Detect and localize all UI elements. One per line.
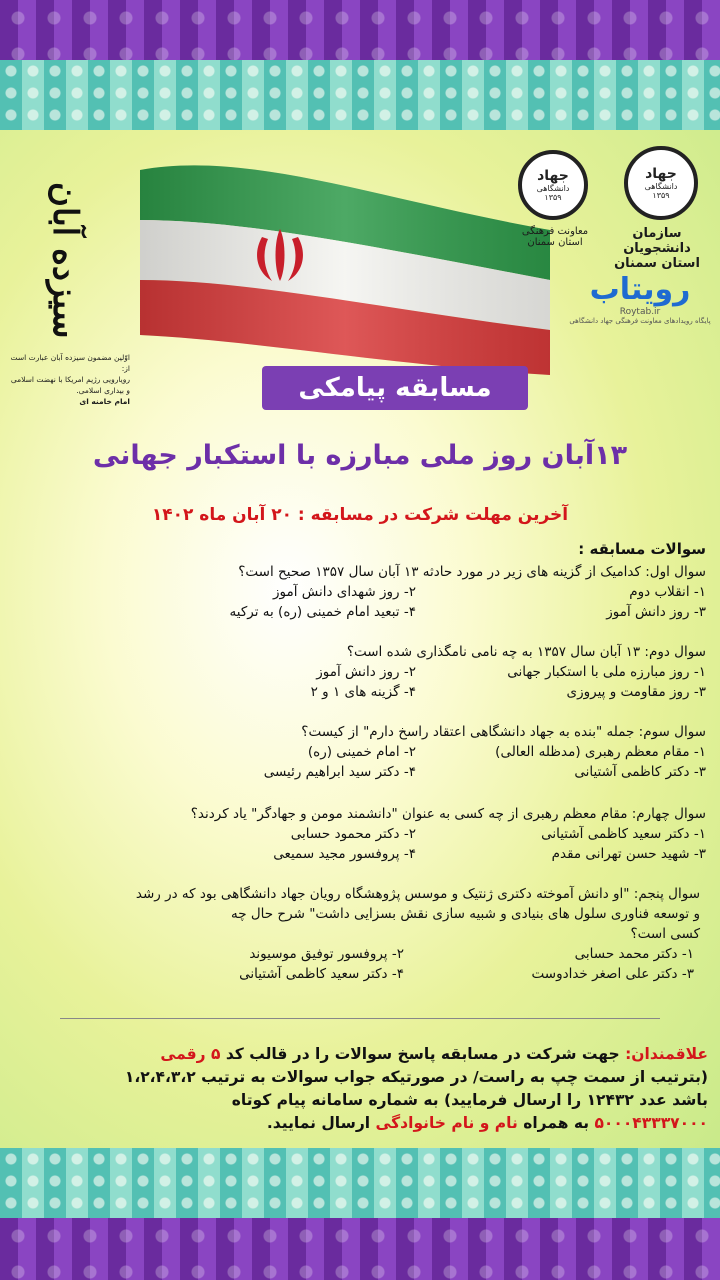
option: ۴- گزینه های ۱ و ۲ — [310, 684, 416, 700]
option: ۱- دکتر محمد حسابی — [574, 946, 694, 962]
aban-calligraphy: سیزده آبان — [45, 181, 85, 339]
option: ۴- دکتر سعید کاظمی آشتیانی — [239, 966, 404, 982]
question-5 — [10, 884, 700, 984]
option: ۳- دکتر علی اصغر خدادوست — [531, 966, 694, 982]
option: ۳- روز دانش آموز — [606, 604, 706, 620]
option: ۲- پروفسور توفیق موسیوند — [249, 946, 404, 962]
option: ۱- انقلاب دوم — [629, 584, 706, 600]
option: ۲- روز شهدای دانش آموز — [272, 584, 416, 600]
divider — [60, 1018, 660, 1019]
question-text: سوال سوم: جمله "بنده به جهاد دانشگاهی اعتقاد راسخ دارم" از کیست؟ — [301, 724, 706, 740]
top-teal-pattern — [0, 60, 720, 130]
option: ۴- پروفسور مجید سمیعی — [273, 846, 416, 862]
question-text: کسی است؟ — [630, 926, 700, 942]
question-text: و توسعه فناوری سلول های بنیادی و شبیه سازی نقش بسزایی داشت" شرح حال چه — [231, 906, 700, 922]
question-4 — [126, 804, 706, 864]
page-title: مسابقه پیامکی — [262, 366, 528, 410]
seal-2-caption: سازمان دانشجویان استان سمنان — [614, 226, 700, 271]
question-3 — [126, 722, 706, 782]
option: ۱- روز مبارزه ملی با استکبار جهانی — [507, 664, 706, 680]
question-text: سوال چهارم: مقام معظم رهبری از چه کسی به عنوان "دانشمند مومن و جهادگر" یاد کردند؟ — [190, 806, 706, 822]
aban-quote: اوّلین مضمون سیزده آبان عبارت است از: رویارویی رژیم امریکا با نهضت اسلامی و بیداری اسلامی. امام خامنه ای — [10, 353, 130, 406]
sms-number: ۵۰۰۰۴۳۳۳۷۰۰۰ — [594, 1114, 708, 1132]
option: ۲- امام خمینی (ره) — [307, 744, 416, 760]
option: ۱- مقام معظم رهبری (مدظله العالی) — [495, 744, 706, 760]
question-text: سوال اول: کدامیک از گزینه های زیر در مورد حادثه ۱۳ آبان سال ۱۳۵۷ صحیح است؟ — [238, 564, 706, 580]
subtitle: ۱۳آبان روز ملی مبارزه با استکبار جهانی — [92, 440, 628, 471]
question-text: سوال دوم: ۱۳ آبان سال ۱۳۵۷ به چه نامی نامگذاری شده است؟ — [346, 644, 706, 660]
jahad-daneshgahi-seal-2: جهاد دانشگاهی ۱۳۵۹ — [624, 146, 698, 220]
option: ۴- تبعید امام خمینی (ره) به ترکیه — [229, 604, 416, 620]
option: ۱- دکتر سعید کاظمی آشتیانی — [541, 826, 706, 842]
questions-header: سوالات مسابقه : — [578, 540, 706, 558]
option: ۳- شهید حسن تهرانی مقدم — [551, 846, 706, 862]
jahad-daneshgahi-seal-1: جهاد دانشگاهی ۱۳۵۹ — [518, 150, 588, 220]
deadline-text: آخرین مهلت شرکت در مسابقه : ۲۰ آبان ماه ۱۴۰۲ — [151, 505, 569, 525]
bottom-teal-pattern — [0, 1148, 720, 1218]
question-1 — [126, 562, 706, 622]
question-2 — [126, 642, 706, 702]
option: ۳- دکتر کاظمی آشتیانی — [574, 764, 706, 780]
option: ۴- دکتر سید ابراهیم رئیسی — [263, 764, 416, 780]
participation-instructions: علاقمندان: جهت شرکت در مسابقه پاسخ سوالات را در قالب کد ۵ رقمی (بترتیب از سمت چپ به راست/ در صورتیکه جواب سوالات به ترتیب ۱،۲،۴،۳،۲ باشد عدد ۱۲۴۳۲ را ارسال فرمایید) به شماره سامانه پیام کوتاه ۵۰۰۰۴۳۳۳۷۰۰۰ به همراه نام و نام خانوادگی ارسال نمایید. — [124, 1045, 708, 1132]
option: ۲- روز دانش آموز — [316, 664, 416, 680]
bottom-purple-pattern — [0, 1218, 720, 1280]
roytab-logo: رویتاب Roytab.ir پایگاه رویدادهای معاونت فرهنگی جهاد دانشگاهی — [569, 272, 711, 325]
seal-1-caption: معاونت فرهنگی استان سمنان — [521, 226, 589, 248]
question-text: سوال پنجم: "او دانش آموخته دکتری ژنتیک و موسس پژوهشگاه رویان جهاد دانشگاهی بود که در رشد — [135, 886, 700, 902]
iran-flag-image — [130, 160, 560, 380]
top-purple-pattern — [0, 0, 720, 60]
option: ۲- دکتر محمود حسابی — [290, 826, 416, 842]
option: ۳- روز مقاومت و پیروزی — [566, 684, 706, 700]
